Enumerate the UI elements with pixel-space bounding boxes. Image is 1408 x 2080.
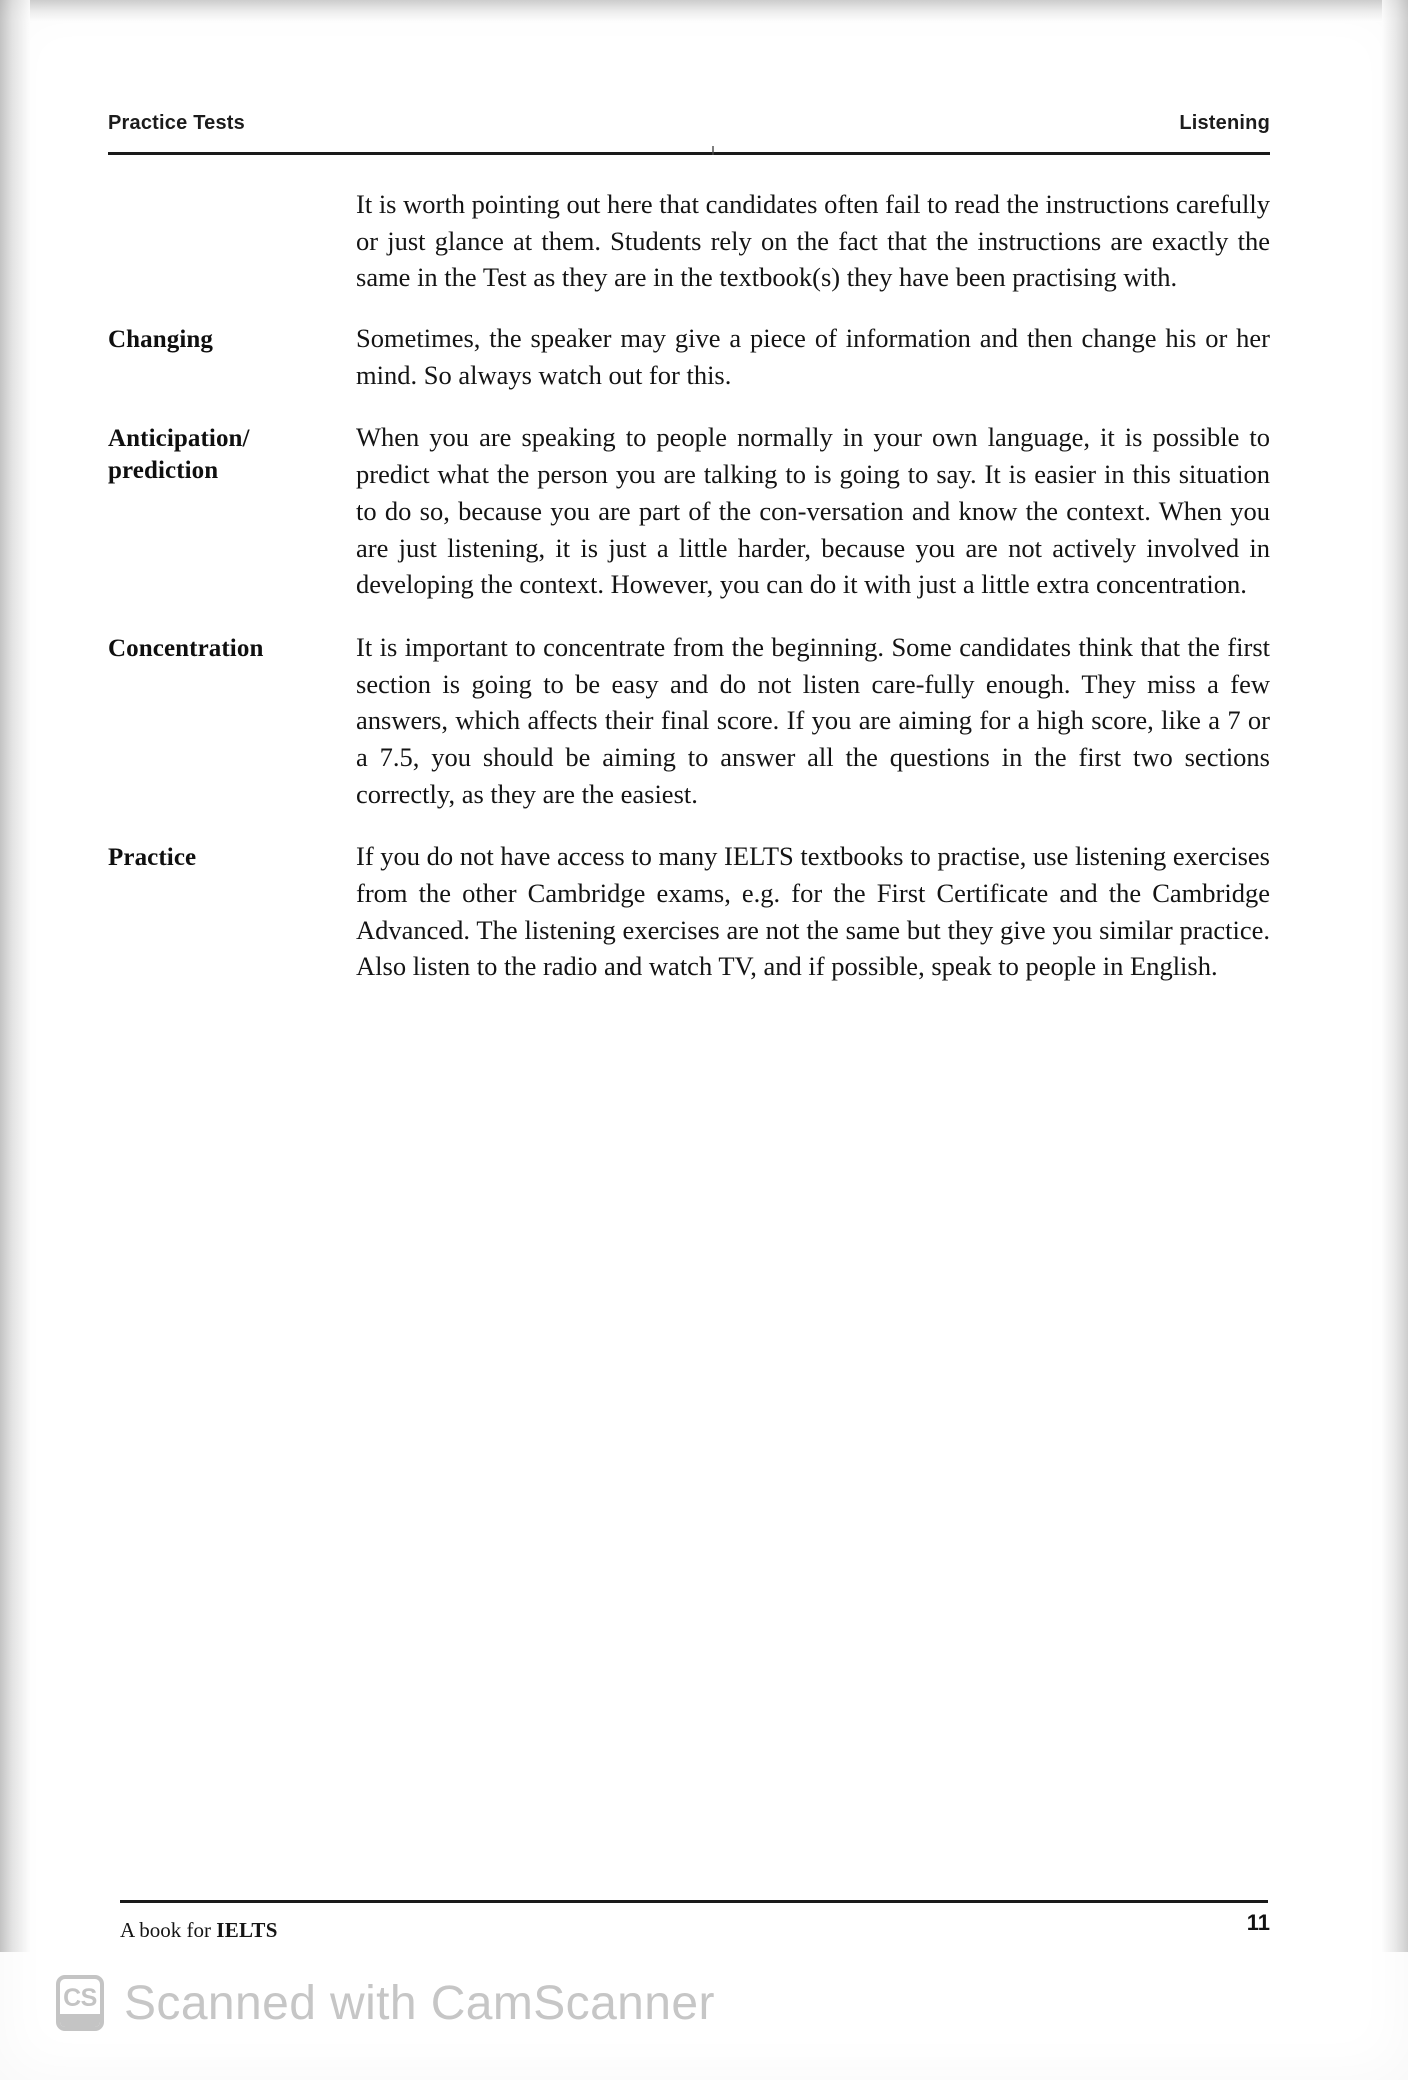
- margin-heading-practice: Practice: [108, 844, 197, 872]
- text-block: [108, 320, 1270, 393]
- footer-book-title: [120, 1918, 278, 1943]
- page-number: 11: [1246, 1910, 1270, 1935]
- camscanner-logo-text: CS: [63, 1984, 97, 2012]
- footer-rule: [120, 1900, 1268, 1903]
- body-paragraph: It is important to concentrate from the beginning. Some candidates think that the first section is going to be easy and do not listen care-fully enough. They miss a few answers, which affects their final score. If you are aiming for a high score, like a 7 or a 7.5, you should be aiming to answer all the questions in the first two sections correctly, as they are the easiest.: [356, 631, 1270, 809]
- margin-heading-concentration: Concentration: [108, 634, 264, 662]
- running-head-left: Practice Tests: [108, 112, 245, 134]
- text-block: [108, 419, 1270, 602]
- running-head: [108, 112, 1270, 146]
- scan-edge-left: [0, 0, 30, 1952]
- scan-edge-right: [1382, 0, 1408, 1952]
- text-block: [108, 838, 1270, 985]
- body-paragraph: If you do not have access to many IELTS textbooks to practise, use listening exercises from the other Cambridge exams, e.g. for the First Certificate and the Cambridge Advanced. The listening exercises are not the same but they give you similar practice. Also listen to the radio and watch TV, and if possible, speak to people in English.: [356, 841, 1270, 982]
- margin-heading-anticipation: Anticipation/ prediction: [108, 425, 250, 485]
- running-head-right: Listening: [1179, 112, 1270, 134]
- body-paragraph: Sometimes, the speaker may give a piece of information and then change his or her mind. So always watch out for this.: [356, 323, 1270, 390]
- running-head-rule: [108, 152, 1270, 155]
- margin-heading-changing: Changing: [108, 326, 214, 354]
- footer-book-title-prefix: A book for: [120, 1918, 217, 1942]
- camscanner-watermark-text: Scanned with CamScanner: [124, 1976, 715, 2030]
- page-body: [108, 186, 1270, 985]
- body-paragraph: It is worth pointing out here that candidates often fail to read the instructions carefully or just glance at them. Students rely on the fact that the instructions are exactly the same in the Test as they are in the textbook(s) they have been practising with.: [356, 189, 1270, 293]
- text-block: [108, 186, 1270, 296]
- camscanner-logo-bar: [60, 2014, 100, 2027]
- scan-edge-top: [0, 0, 1408, 22]
- camscanner-logo-icon: [56, 1975, 104, 2031]
- body-paragraph: When you are speaking to people normally in your own language, it is possible to predict what the person you are talking to is going to say. It is easier in this situation to do so, because you are part of the con-versation and know the context. When you are just listening, it is just a little harder, because you are not actively involved in developing the context. However, you can do it with just a little extra concentration.: [356, 422, 1270, 600]
- footer-book-title-acronym: IELTS: [216, 1918, 278, 1942]
- text-block: [108, 629, 1270, 812]
- scan-tick-mark: [712, 146, 714, 155]
- camscanner-watermark: [56, 1975, 715, 2031]
